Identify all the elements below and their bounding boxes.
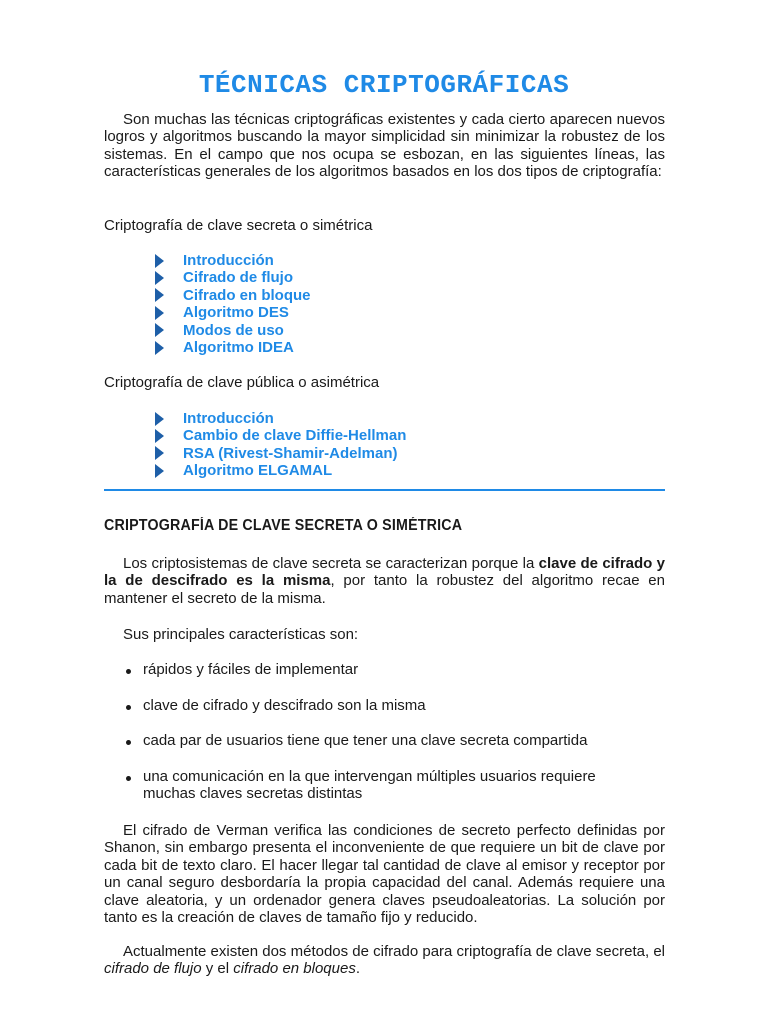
link-asym-rsa[interactable]	[155, 445, 406, 462]
bullet-dot-icon	[126, 776, 131, 781]
section-divider	[104, 489, 665, 491]
link-sym-algoritmo-idea[interactable]	[155, 339, 311, 356]
intro-text: Son muchas las técnicas criptográficas existentes y cada cierto aparecen nuevos logros y algoritmos buscando la mayor simplicidad sin minimizar la robustez de los sistemas. En el campo que nos ocupa se esbozan, en las siguientes líneas, las características generales de los algoritmos basados en los dos tipos de criptografía:	[104, 111, 665, 181]
page-title: TÉCNICAS CRIPTOGRÁFICAS	[198, 70, 570, 100]
list-item	[126, 661, 358, 678]
symmetric-heading: Criptografía de clave secreta o simétrica	[104, 217, 373, 234]
intro-paragraph	[104, 111, 665, 181]
link-label: Modos de uso	[183, 321, 284, 339]
link-sym-algoritmo-des[interactable]	[155, 304, 311, 321]
link-label: Introducción	[183, 410, 274, 427]
link-sym-cifrado-flujo[interactable]	[155, 269, 311, 286]
bullet-dot-icon	[126, 705, 131, 710]
triangle-bullet-icon	[155, 254, 164, 268]
link-sym-introduccion[interactable]	[155, 252, 311, 269]
asymmetric-heading: Criptografía de clave pública o asimétrica	[104, 374, 380, 391]
p1-bold-text: clave de cifrado y la de descifrado es la misma	[104, 555, 665, 590]
list-item	[126, 768, 626, 803]
list-item-text: una comunicación en la que intervengan múltiples usuarios requiere muchas claves secretas distintas	[143, 768, 596, 803]
section-paragraph-1	[104, 555, 665, 607]
p3-text: El cifrado de Verman verifica las condiciones de secreto perfecto definidas por Shanon, sin embargo presenta el inconveniente de que requiere un bit de clave por cada bit de texto claro. El hacer llegar tal cantidad de clave al emisor y receptor por un canal seguro desbordaría la propia capacidad del canal. Además requiere una clave aleatoria, y un ordenador genera claves pseudoaleatorias. La solución por tanto es la creación de claves de tamaño fijo y reducido.	[104, 822, 665, 927]
p4-text-a: Actualmente existen dos métodos de cifrado para criptografía de clave secreta, el	[123, 943, 665, 960]
link-label: Introducción	[183, 252, 274, 269]
p1-text-a: Los criptosistemas de clave secreta se caracterizan porque la	[123, 555, 539, 572]
link-sym-modos-uso[interactable]	[155, 322, 311, 339]
link-label: Algoritmo IDEA	[183, 338, 294, 356]
characteristics-list	[126, 768, 626, 803]
link-label: Algoritmo ELGAMAL	[183, 462, 333, 480]
list-item	[126, 697, 426, 714]
link-asym-introduccion[interactable]	[155, 410, 406, 427]
bullet-dot-icon	[126, 669, 131, 674]
link-label: Algoritmo DES	[183, 304, 289, 322]
p4-italic-cifrado-flujo: cifrado de flujo	[104, 960, 202, 978]
triangle-bullet-icon	[155, 271, 164, 285]
link-label: Cambio de clave Diffie-Hellman	[183, 427, 407, 445]
section-paragraph-4	[104, 943, 665, 978]
bullet-dot-icon	[126, 740, 131, 745]
triangle-bullet-icon	[155, 341, 164, 355]
link-label: Cifrado en bloque	[183, 286, 311, 304]
list-item-text: rápidos y fáciles de implementar	[143, 661, 359, 678]
triangle-bullet-icon	[155, 306, 164, 320]
section-paragraph-2: Sus principales características son:	[123, 626, 359, 643]
symmetric-link-list	[155, 252, 311, 356]
triangle-bullet-icon	[155, 412, 164, 426]
p4-text-c: .	[355, 960, 361, 978]
p4-text-b: y el	[201, 960, 234, 978]
p4-italic-cifrado-bloques: cifrado en bloques	[233, 960, 356, 978]
link-asym-elgamal[interactable]	[155, 462, 406, 479]
characteristics-list	[126, 697, 426, 714]
link-label: Cifrado de flujo	[183, 269, 293, 287]
asymmetric-link-list	[155, 410, 406, 480]
list-item-text: cada par de usuarios tiene que tener una clave secreta compartida	[143, 732, 588, 749]
section-title: CRIPTOGRAFÍA DE CLAVE SECRETA O SIMÉTRICA	[104, 517, 463, 534]
triangle-bullet-icon	[155, 429, 164, 443]
triangle-bullet-icon	[155, 464, 164, 478]
p1-text-b: , por tanto la robustez del algoritmo recae en mantener el secreto de la misma.	[104, 572, 665, 607]
triangle-bullet-icon	[155, 446, 164, 460]
list-item	[126, 732, 587, 749]
characteristics-list	[126, 732, 587, 749]
triangle-bullet-icon	[155, 323, 164, 337]
link-sym-cifrado-bloque[interactable]	[155, 287, 311, 304]
link-asym-diffie-hellman[interactable]	[155, 427, 406, 444]
section-paragraph-3	[104, 822, 665, 926]
link-label: RSA (Rivest-Shamir-Adelman)	[183, 444, 398, 462]
characteristics-list	[126, 661, 358, 678]
triangle-bullet-icon	[155, 288, 164, 302]
list-item-text: clave de cifrado y descifrado son la misma	[143, 697, 426, 714]
